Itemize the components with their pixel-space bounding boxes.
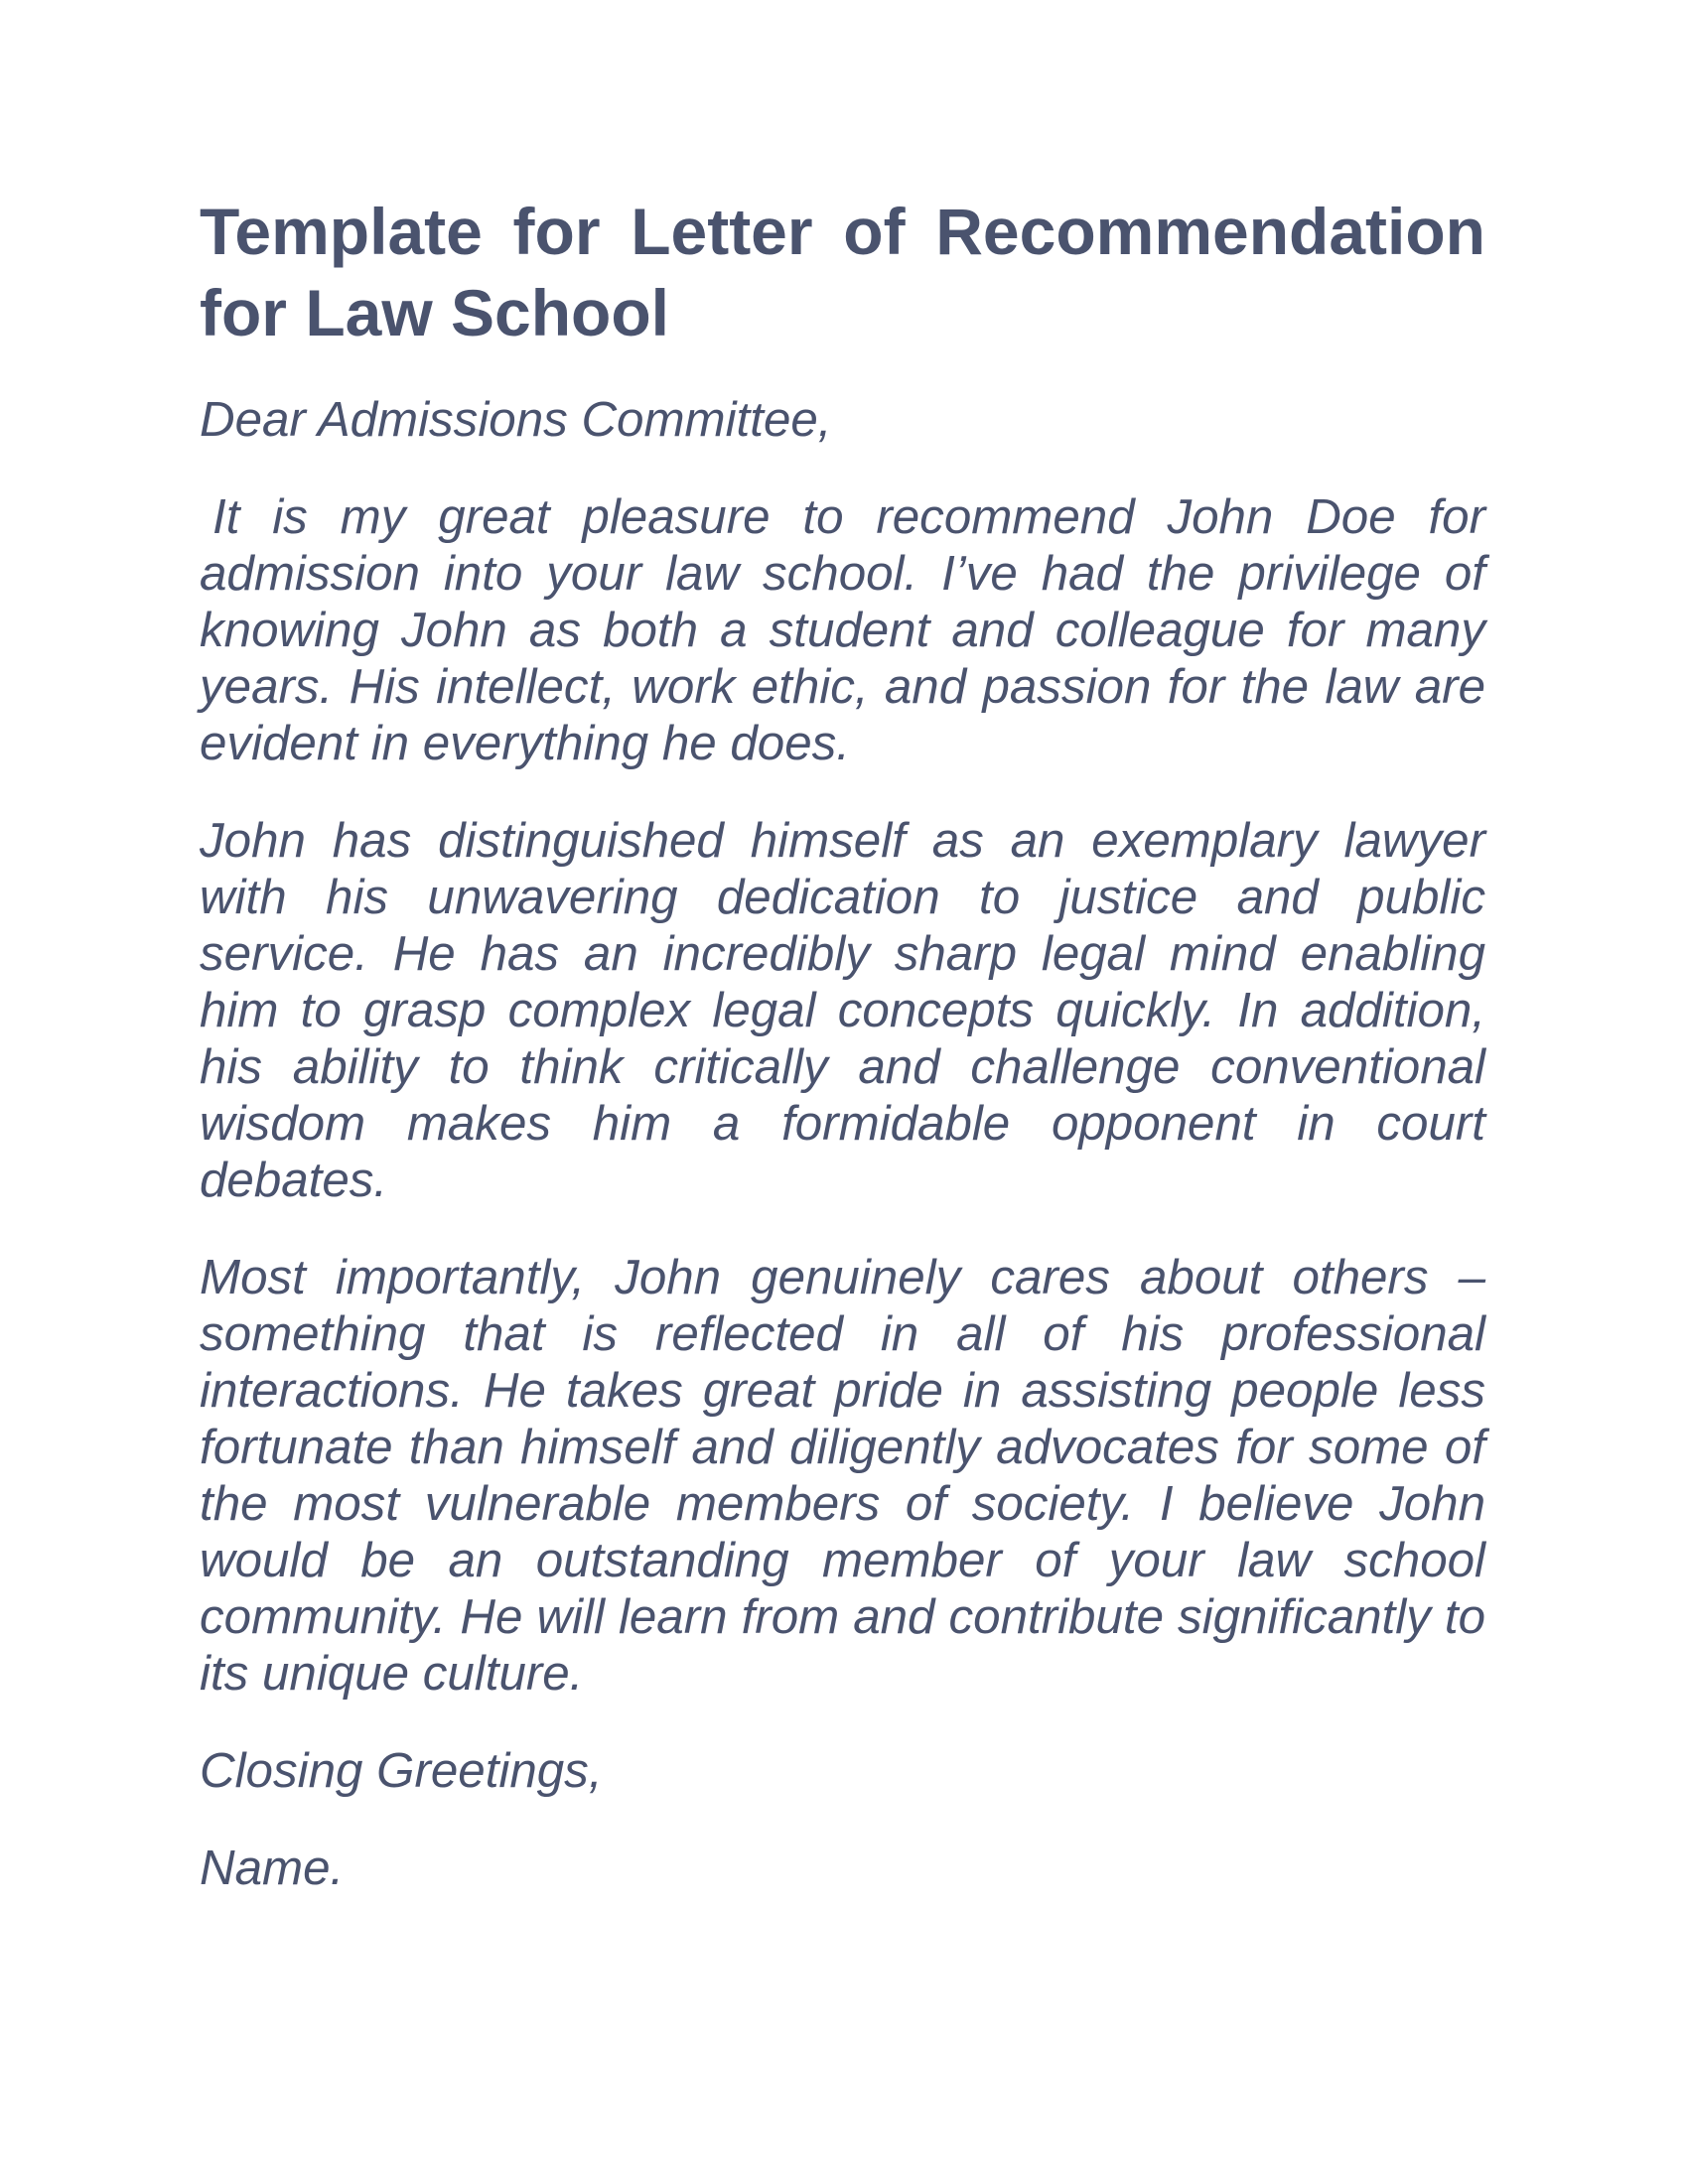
closing-line: Closing Greetings,	[200, 1743, 603, 1798]
salutation: Dear Admissions Committee,	[200, 392, 832, 447]
signature-line: Name.	[200, 1841, 345, 1895]
body-paragraph-1: It is my great pleasure to recommend John Doe for admission into your law school. I’ve had the privilege of knowing John as both a student and colleague for many years. His intellect, work ethic, and passion for the law are evident in everything he does.	[200, 489, 1485, 770]
document-title: Template for Letter of Recommendation for Law School	[200, 195, 1485, 349]
body-paragraph-2: John has distinguished himself as an exemplary lawyer with his unwavering dedication to justice and public service. He has an incredibly sharp legal mind enabling him to grasp complex legal concepts quickly. In addition, his ability to think critically and challenge conventional wisdom makes him a formidable opponent in court debates.	[200, 813, 1485, 1207]
body-paragraph-3: Most importantly, John genuinely cares about others – something that is reflected in all of his professional interactions. He takes great pride in assisting people less fortunate than himself and diligently advocates for some of the most vulnerable members of society. I believe John would be an outstanding member of your law school community. He will learn from and contribute significantly to its unique culture.	[200, 1250, 1485, 1701]
